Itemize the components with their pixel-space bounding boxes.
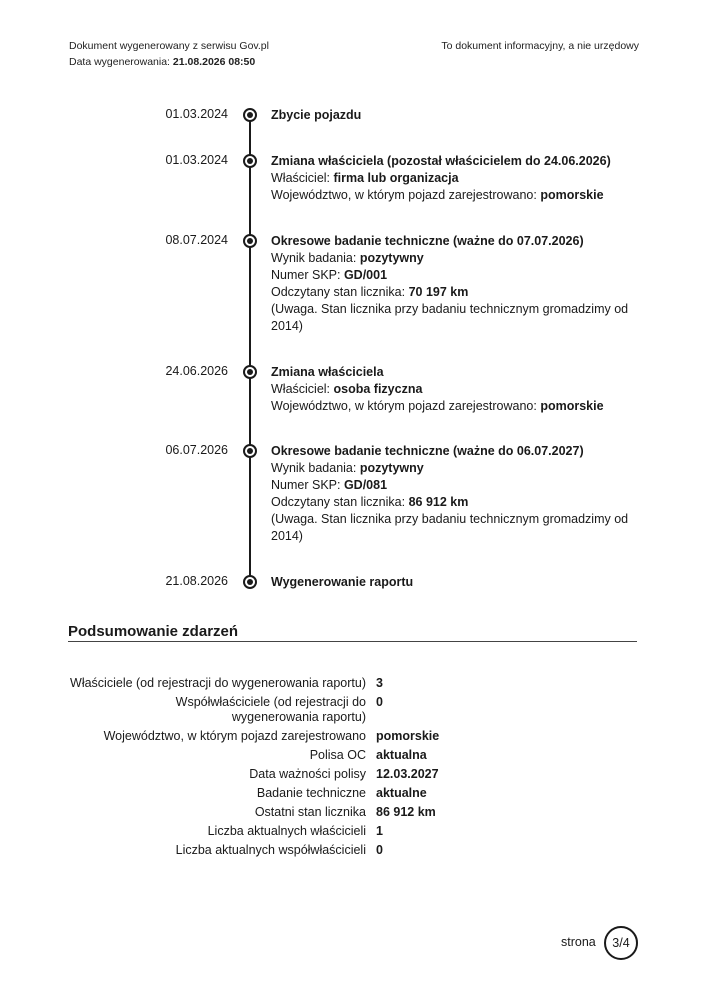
detail-label: Odczytany stan licznika: xyxy=(271,285,409,299)
disclaimer-note: To dokument informacyjny, a nie urzędowy xyxy=(441,40,639,52)
source-note: Dokument wygenerowany z serwisu Gov.pl xyxy=(69,40,269,52)
detail-label: Numer SKP: xyxy=(271,478,344,492)
event-detail-line xyxy=(271,267,631,284)
event-detail-line xyxy=(271,381,631,398)
detail-value: 86 912 km xyxy=(408,495,469,509)
summary-value: 1 xyxy=(376,824,383,838)
detail-label: Wynik badania: xyxy=(271,461,360,475)
summary-value: 12.03.2027 xyxy=(376,767,439,781)
generation-date-value: 21.08.2026 08:50 xyxy=(172,56,256,68)
summary-label: Liczba aktualnych właścicieli xyxy=(207,824,366,838)
event-title: Wygenerowanie raportu xyxy=(271,575,414,589)
summary-label: Województwo, w którym pojazd zarejestrowano xyxy=(103,729,366,743)
timeline-axis xyxy=(249,114,251,582)
detail-label: Właściciel: xyxy=(271,382,334,396)
detail-label: Właściciel: xyxy=(271,171,334,185)
page-indicator: 3/4 xyxy=(604,926,638,960)
detail-value: pomorskie xyxy=(540,399,604,413)
event-date: 06.07.2026 xyxy=(165,443,228,457)
page-label: strona xyxy=(561,935,596,949)
detail-label: (Uwaga. Stan licznika przy badaniu technicznym gromadzimy od 2014) xyxy=(271,302,629,333)
summary-value: pomorskie xyxy=(376,729,440,743)
event-title: Okresowe badanie techniczne (ważne do 07.07.2026) xyxy=(271,234,584,248)
detail-value: GD/001 xyxy=(343,268,388,282)
summary-label: Współwłaściciele (od rejestracji do wygenerowania raportu) xyxy=(175,695,366,724)
detail-value: 70 197 km xyxy=(408,285,469,299)
summary-value: 0 xyxy=(376,843,383,857)
event-date: 24.06.2026 xyxy=(165,364,228,378)
event-date: 01.03.2024 xyxy=(165,107,228,121)
summary-label: Liczba aktualnych współwłaścicieli xyxy=(175,843,366,857)
event-date: 01.03.2024 xyxy=(165,153,228,167)
detail-label: Województwo, w którym pojazd zarejestrowano: xyxy=(271,188,541,202)
summary-label: Data ważności polisy xyxy=(249,767,366,781)
event-detail-line xyxy=(271,170,631,187)
event-title: Zbycie pojazdu xyxy=(271,108,362,122)
summary-divider xyxy=(68,641,637,642)
timeline-dot-icon xyxy=(243,108,257,122)
summary-title: Podsumowanie zdarzeń xyxy=(68,623,239,640)
timeline-dot-icon xyxy=(243,575,257,589)
event-detail-line xyxy=(271,398,631,415)
detail-value: firma lub organizacja xyxy=(333,171,459,185)
event-title: Zmiana właściciela (pozostał właścicielem do 24.06.2026) xyxy=(271,154,611,168)
detail-label: Wynik badania: xyxy=(271,251,360,265)
event-details xyxy=(271,107,631,124)
summary-value: 0 xyxy=(376,695,383,709)
event-date: 08.07.2024 xyxy=(165,233,228,247)
event-detail-line xyxy=(271,460,631,477)
event-detail-line xyxy=(271,494,631,511)
event-details xyxy=(271,574,631,591)
event-date: 21.08.2026 xyxy=(165,574,228,588)
event-title: Zmiana właściciela xyxy=(271,365,384,379)
detail-value: pozytywny xyxy=(359,461,424,475)
detail-label: (Uwaga. Stan licznika przy badaniu technicznym gromadzimy od 2014) xyxy=(271,512,629,543)
event-detail-line xyxy=(271,301,631,335)
timeline-dot-icon xyxy=(243,154,257,168)
detail-value: pozytywny xyxy=(359,251,424,265)
summary-label: Ostatni stan licznika xyxy=(254,805,366,819)
detail-value: GD/081 xyxy=(343,478,388,492)
summary-value: 3 xyxy=(376,676,383,690)
event-detail-line xyxy=(271,250,631,267)
event-detail-line xyxy=(271,511,631,545)
event-detail-line xyxy=(271,477,631,494)
event-detail-line xyxy=(271,187,631,204)
generation-date xyxy=(69,56,255,68)
event-details xyxy=(271,233,631,335)
timeline-dot-icon xyxy=(243,444,257,458)
detail-value: pomorskie xyxy=(540,188,604,202)
summary-value: aktualne xyxy=(376,786,427,800)
summary-value: 86 912 km xyxy=(376,805,436,819)
summary-value: aktualna xyxy=(376,748,427,762)
summary-label: Badanie techniczne xyxy=(256,786,366,800)
timeline-dot-icon xyxy=(243,365,257,379)
summary-label: Polisa OC xyxy=(309,748,366,762)
event-detail-line xyxy=(271,284,631,301)
detail-label: Numer SKP: xyxy=(271,268,344,282)
generation-date-label: Data wygenerowania: xyxy=(69,56,173,68)
summary-label: Właściciele (od rejestracji do wygenerowania raportu) xyxy=(70,676,366,690)
detail-label: Województwo, w którym pojazd zarejestrowano: xyxy=(271,399,541,413)
event-details xyxy=(271,443,631,545)
timeline-dot-icon xyxy=(243,234,257,248)
event-details xyxy=(271,364,631,415)
detail-value: osoba fizyczna xyxy=(333,382,423,396)
event-details xyxy=(271,153,631,204)
detail-label: Odczytany stan licznika: xyxy=(271,495,409,509)
event-title: Okresowe badanie techniczne (ważne do 06.07.2027) xyxy=(271,444,584,458)
